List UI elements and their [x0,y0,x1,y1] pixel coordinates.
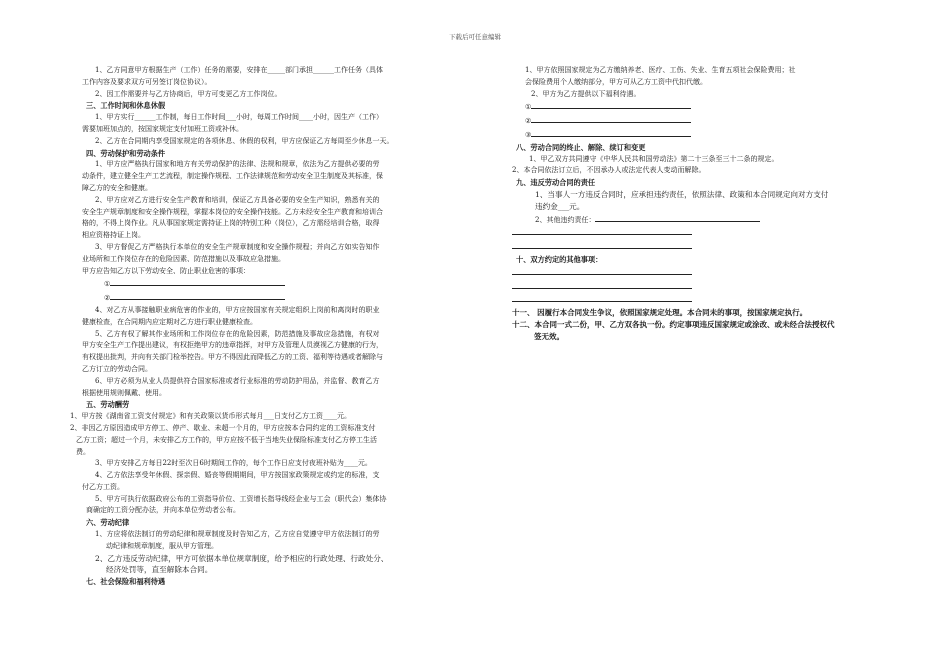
text-line [512,201,902,213]
line-text: 九、违反劳动合同的责任 [516,178,596,188]
fill-in-blank-line [110,291,285,300]
text-line [512,266,902,280]
fill-in-blank-line [595,213,760,222]
text-line [82,470,482,482]
line-text: 2、其他违约责任： [535,215,596,224]
text-line [82,317,482,329]
text-line [512,213,902,227]
text-line [82,65,482,77]
text-line [82,136,482,148]
section-heading [512,254,902,266]
section-heading [512,177,902,189]
text-line [82,183,482,195]
line-text: 七、社会保险和福利待遇 [86,577,166,587]
text-line [512,128,902,142]
line-text: 签无效。 [534,331,564,341]
line-text: 十二、本合同一式二份，甲、乙方双各执一份。约定事项违反国家规定或涂改、或未经合法授权代 [512,319,835,329]
text-line [70,411,482,423]
line-text: 1、甲方依照国家规定为乙方缴纳养老、医疗、工伤、失业、生育五项社会保险费用；社 [525,66,796,74]
line-text: 安全生产规章制度和安全操作规程，掌握本岗位的安全操作技能。乙方未经安全生产教育和培训合 [82,207,383,216]
line-text: ② [525,117,532,126]
text-line [82,195,482,207]
text-line [82,494,482,506]
line-text: 乙方订立的劳动合同。 [82,364,152,373]
section-heading [82,100,482,112]
right-column [512,65,902,343]
line-text: 六、劳动纪律 [86,518,130,528]
clause-bold [512,307,902,319]
text-line [82,112,482,124]
line-text: 4、乙方依法享受年休假、探亲假、婚丧等假期期间，甲方按国家政策规定或约定的标准，支 [95,471,380,480]
line-text: ③ [525,130,532,139]
text-line [76,435,482,447]
text-line [82,291,482,305]
line-text: 经济处罚等，直至解除本合同。 [106,565,213,575]
text-line [82,266,482,278]
line-text: 障乙方的安全和健康。 [82,183,152,192]
line-text: 1、乙方同意甲方根据生产（工作）任务的需要，安排在_____部门承担______工作任务（具体 [95,66,383,74]
text-line [82,458,482,470]
text-line [82,564,482,576]
text-line [82,218,482,230]
text-line [512,240,902,254]
line-text: 1、甲方实行______工作制，每日工作时间___小时，每周工作时间____小时，因生产（工作） [95,113,383,122]
text-line [512,114,902,128]
line-text: 2、乙方违反劳动纪律，甲方可依据本单位规章制度，给予相应的行政处理、行政处分、 [95,553,389,563]
line-text: 根据使用规则佩戴、使用。 [82,388,166,397]
text-line [82,159,482,171]
section-heading [512,142,902,154]
text-line [82,364,482,376]
text-line [512,280,902,294]
line-text: 1、甲乙双方共同遵守《中华人民共和国劳动法》第二十三条至三十二条的规定。 [529,154,779,163]
line-text: 有权提出批判，并向有关部门检举控告。甲方不得因此而降低乙方的工资、福利等待遇或者解除与 [82,353,383,362]
text-line [76,447,482,459]
text-line [82,352,482,364]
text-line [82,376,482,388]
line-text: 工作内容及要求双方可另签订岗位协议）。 [82,77,212,86]
text-line [512,226,902,240]
line-text: 1、当事人一方违反合同时，应承担违约责任，依照法律、政策和本合同规定向对方支付 [535,189,829,199]
text-line [82,207,482,219]
line-text: 1、甲方按《湖南省工资支付规定》和有关政策以货币形式每月___日支付乙方工资____元。 [70,412,351,421]
line-text: 需要加班加点的，按国家规定支付加班工资或补休。 [82,124,243,133]
line-text: 5、甲方可执行依据政府公布的工资指导价位、工资增长指导线经企业与工会（职代会）集体协 [95,494,387,503]
line-text: 甲方安全生产工作提出建议，有权拒绝甲方的违章指挥，对甲方及管理人员漠视乙方健康的行为， [82,341,383,350]
fill-in-blank-line [512,240,692,249]
line-text: 四、劳动保护和劳动条件 [86,148,166,158]
line-text: ① [525,103,532,112]
line-text: 商确定的工资分配办法，并向本单位劳动者公布。 [86,506,240,515]
line-text: 业场所和工作岗位存在的危险因素、防范措施以及事故应急措施。 [82,254,285,263]
line-text: 2、甲方为乙方提供以下福利待遇。 [531,89,641,98]
text-line [512,77,902,89]
text-line [82,242,482,254]
clause-bold [512,331,902,343]
line-text: 会保险费用个人缴纳部分，甲方可从乙方工资中代扣代缴。 [525,77,707,86]
text-line [82,553,482,565]
text-line [82,124,482,136]
line-text: 相应资格持证上岗。 [82,231,145,240]
line-text: 2、甲方应对乙方进行安全生产教育和培训，保证乙方具备必要的安全生产知识，熟悉有关的 [95,195,380,204]
line-text: 付乙方工资。 [82,482,124,491]
text-line [512,154,902,166]
text-line [82,277,482,291]
line-text: 动纪律和规章制度，服从甲方管理。 [106,541,218,550]
line-text: 1、方应将依法制订的劳动纪律和规章制度及时告知乙方，乙方应自觉遵守甲方依法制订的劳 [95,530,380,539]
line-text: 2、非因乙方原因造成甲方停工、停产、歇业、未超一个月的，甲方应按本合同约定的工资标准支付 [70,423,376,432]
fill-in-blank-line [531,114,691,123]
line-text: 十、双方约定的其他事项： [516,254,603,264]
line-text: 三、工作时间和休息休假 [86,101,166,111]
line-text: 3、甲方安排乙方每日22时至次日6时期间工作的，每个工作日应支付夜班补贴为____元。 [95,459,372,468]
text-line [82,529,482,541]
text-line [82,505,482,517]
line-text: 2、乙方在合同期内享受国家规定的各项休息、休假的权利，甲方应保证乙方每周至少休息一天。 [95,136,394,145]
section-heading [82,576,482,588]
line-text: 乙方工资；超过一个月，未安排乙方工作的，甲方应按不低于当地失业保险标准支付乙方停工生活 [76,435,377,444]
text-line [82,89,482,101]
header-note: 下载后可任意编辑 [449,33,501,41]
section-heading [82,148,482,160]
fill-in-blank-line [531,100,691,109]
line-text: 5、乙方有权了解其作业场所和工作岗位存在的危险因素，防范措施及事故应急措施，有权对 [95,329,380,338]
section-heading [82,399,482,411]
line-text: 违约金___元。 [535,201,585,211]
line-text: 动条件，建立健全生产工艺流程，制定操作规程、工作法律规范和劳动安全卫生制度及其标准，保 [82,172,383,181]
text-line [82,482,482,494]
line-text: 格的，不得上岗作业。凡从事国家规定需持证上岗的特别工种（岗位），乙方需经培训合格，取得 [82,219,380,228]
text-line [512,89,902,101]
fill-in-blank-line [512,266,692,275]
section-heading [82,517,482,529]
text-line [512,100,902,114]
text-line [82,77,482,89]
line-text: 八、劳动合同的终止、解除、续订和变更 [516,142,646,152]
text-line [512,189,902,201]
line-text: 1、甲方应严格执行国家和地方有关劳动保护的法律、法规和规章，依法为乙方提供必要的劳 [95,160,380,169]
line-text: ② [104,294,111,303]
fill-in-blank-line [531,128,691,137]
line-text: 费。 [76,447,90,456]
text-line [82,171,482,183]
fill-in-blank-line [512,226,692,235]
line-text: 3、甲方督促乙方严格执行本单位的安全生产规章制度和安全操作规程；并向乙方如实告知作 [95,242,380,251]
line-text: 4、对乙方从事接触职业病危害的作业的，甲方应按国家有关规定组织上岗前和离岗时的职业 [95,305,380,314]
text-line [512,165,902,177]
text-line [70,423,482,435]
text-line [82,230,482,242]
text-line [82,388,482,400]
fill-in-blank-line [512,293,692,302]
text-line [82,340,482,352]
fill-in-blank-line [110,277,285,286]
clause-bold [512,319,902,331]
line-text: 2、本合同依法订立后，不因承办人或法定代表人变动而解除。 [512,166,706,175]
text-line [82,541,482,553]
line-text: 甲方应告知乙方以下劳动安全、防止职业危害的事项： [82,266,250,275]
line-text: 6、甲方必须为从业人员提供符合国家标准或者行业标准的劳动防护用品，并监督、教育乙方 [95,376,380,385]
line-text: 2、因工作需要并与乙方协商后，甲方可变更乙方工作岗位。 [95,89,282,98]
text-line [82,254,482,266]
text-line [512,293,902,307]
left-column [70,65,482,588]
fill-in-blank-line [512,280,692,289]
text-line [82,329,482,341]
line-text: 健康检查，在合同期内应定期对乙方进行职业健康检查。 [82,317,257,326]
text-line [512,65,902,77]
line-text: 十一、 因履行本合同发生争议，依照国家规定处理。本合同未的事项，按国家规定执行。 [512,308,808,318]
line-text: ① [104,280,111,289]
text-line [82,305,482,317]
line-text: 五、劳动酬劳 [86,400,130,410]
